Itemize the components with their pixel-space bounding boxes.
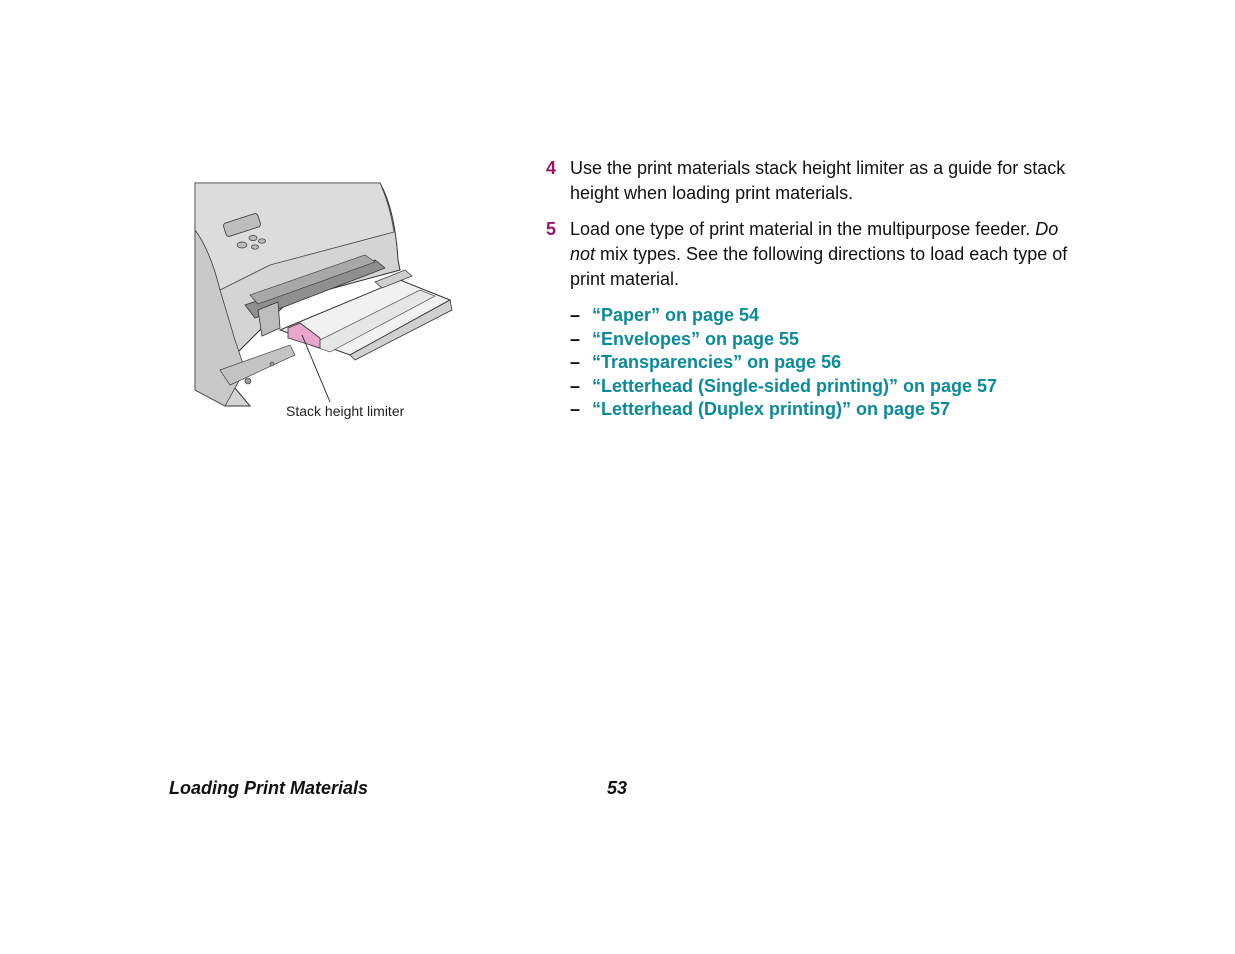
- step-text: Use the print materials stack height limiter as a guide for stack height when loading print materials.: [570, 158, 1066, 203]
- link-letterhead-duplex[interactable]: “Letterhead (Duplex printing)” on page 57: [592, 399, 951, 419]
- list-dash: –: [570, 328, 581, 349]
- printer-drawing: [150, 170, 470, 430]
- figure-caption: Stack height limiter: [286, 403, 405, 419]
- step-4: [546, 156, 1086, 206]
- link-paper[interactable]: “Paper” on page 54: [592, 305, 760, 325]
- list-dash: –: [570, 375, 581, 396]
- list-item: [570, 351, 1090, 375]
- page-number: 53: [607, 778, 628, 798]
- step-text: Load one type of print material in the multipurpose feeder.: [570, 219, 1036, 239]
- step-number: 4: [546, 158, 557, 178]
- list-dash: –: [570, 399, 581, 419]
- list-item: [570, 304, 1090, 328]
- link-envelopes[interactable]: “Envelopes” on page 55: [592, 328, 800, 349]
- link-transparencies[interactable]: “Transparencies” on page 56: [592, 352, 842, 372]
- list-item: [570, 398, 1090, 422]
- step-emphasis: Do not: [570, 219, 1059, 264]
- list-item: [570, 375, 1090, 399]
- list-dash: –: [570, 305, 581, 325]
- link-letterhead-single[interactable]: “Letterhead (Single-sided printing)” on page 57: [592, 375, 998, 396]
- step-5: [546, 217, 1086, 292]
- list-dash: –: [570, 352, 581, 372]
- instruction-steps: [546, 156, 1086, 303]
- printer-illustration: [150, 170, 470, 430]
- step-number: 5: [546, 219, 557, 239]
- footer-section-title: Loading Print Materials: [169, 778, 369, 798]
- cross-reference-list: [570, 304, 1090, 422]
- step-text-continued: mix types. See the following directions to load each type of print material.: [570, 244, 1068, 289]
- list-item: [570, 328, 1090, 352]
